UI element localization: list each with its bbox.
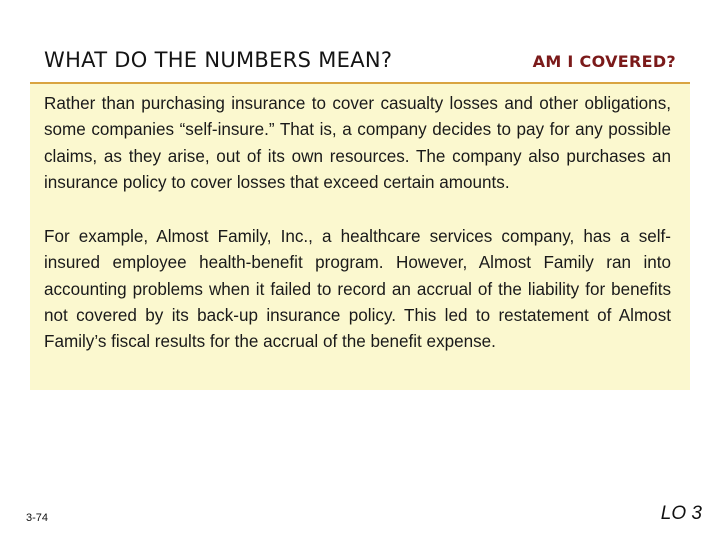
page-title: WHAT DO THE NUMBERS MEAN?	[44, 48, 393, 72]
page-subtitle: AM I COVERED?	[532, 52, 676, 71]
learning-objective-label: LO 3	[660, 503, 702, 524]
header-bar	[30, 40, 690, 84]
paragraph-1: Rather than purchasing insurance to cover casualty losses and other obligations, some companies “self-insure.” That is, a company decides to pay for any possible claims, as they arise, out of its own resources. The company also purchases an insurance policy to cover losses that exceed certain amounts.	[44, 94, 671, 192]
content-box	[30, 84, 690, 390]
paragraph-2: For example, Almost Family, Inc., a healthcare services company, has a self-insured employee health-benefit program. However, Almost Family ran into accounting problems when it failed to record an accrual of the liability for benefits not covered by its back-up insurance policy. This led to restatement of Almost Family’s fiscal results for the accrual of the benefit expense.	[44, 227, 671, 352]
slide-number: 3-74	[26, 512, 49, 524]
